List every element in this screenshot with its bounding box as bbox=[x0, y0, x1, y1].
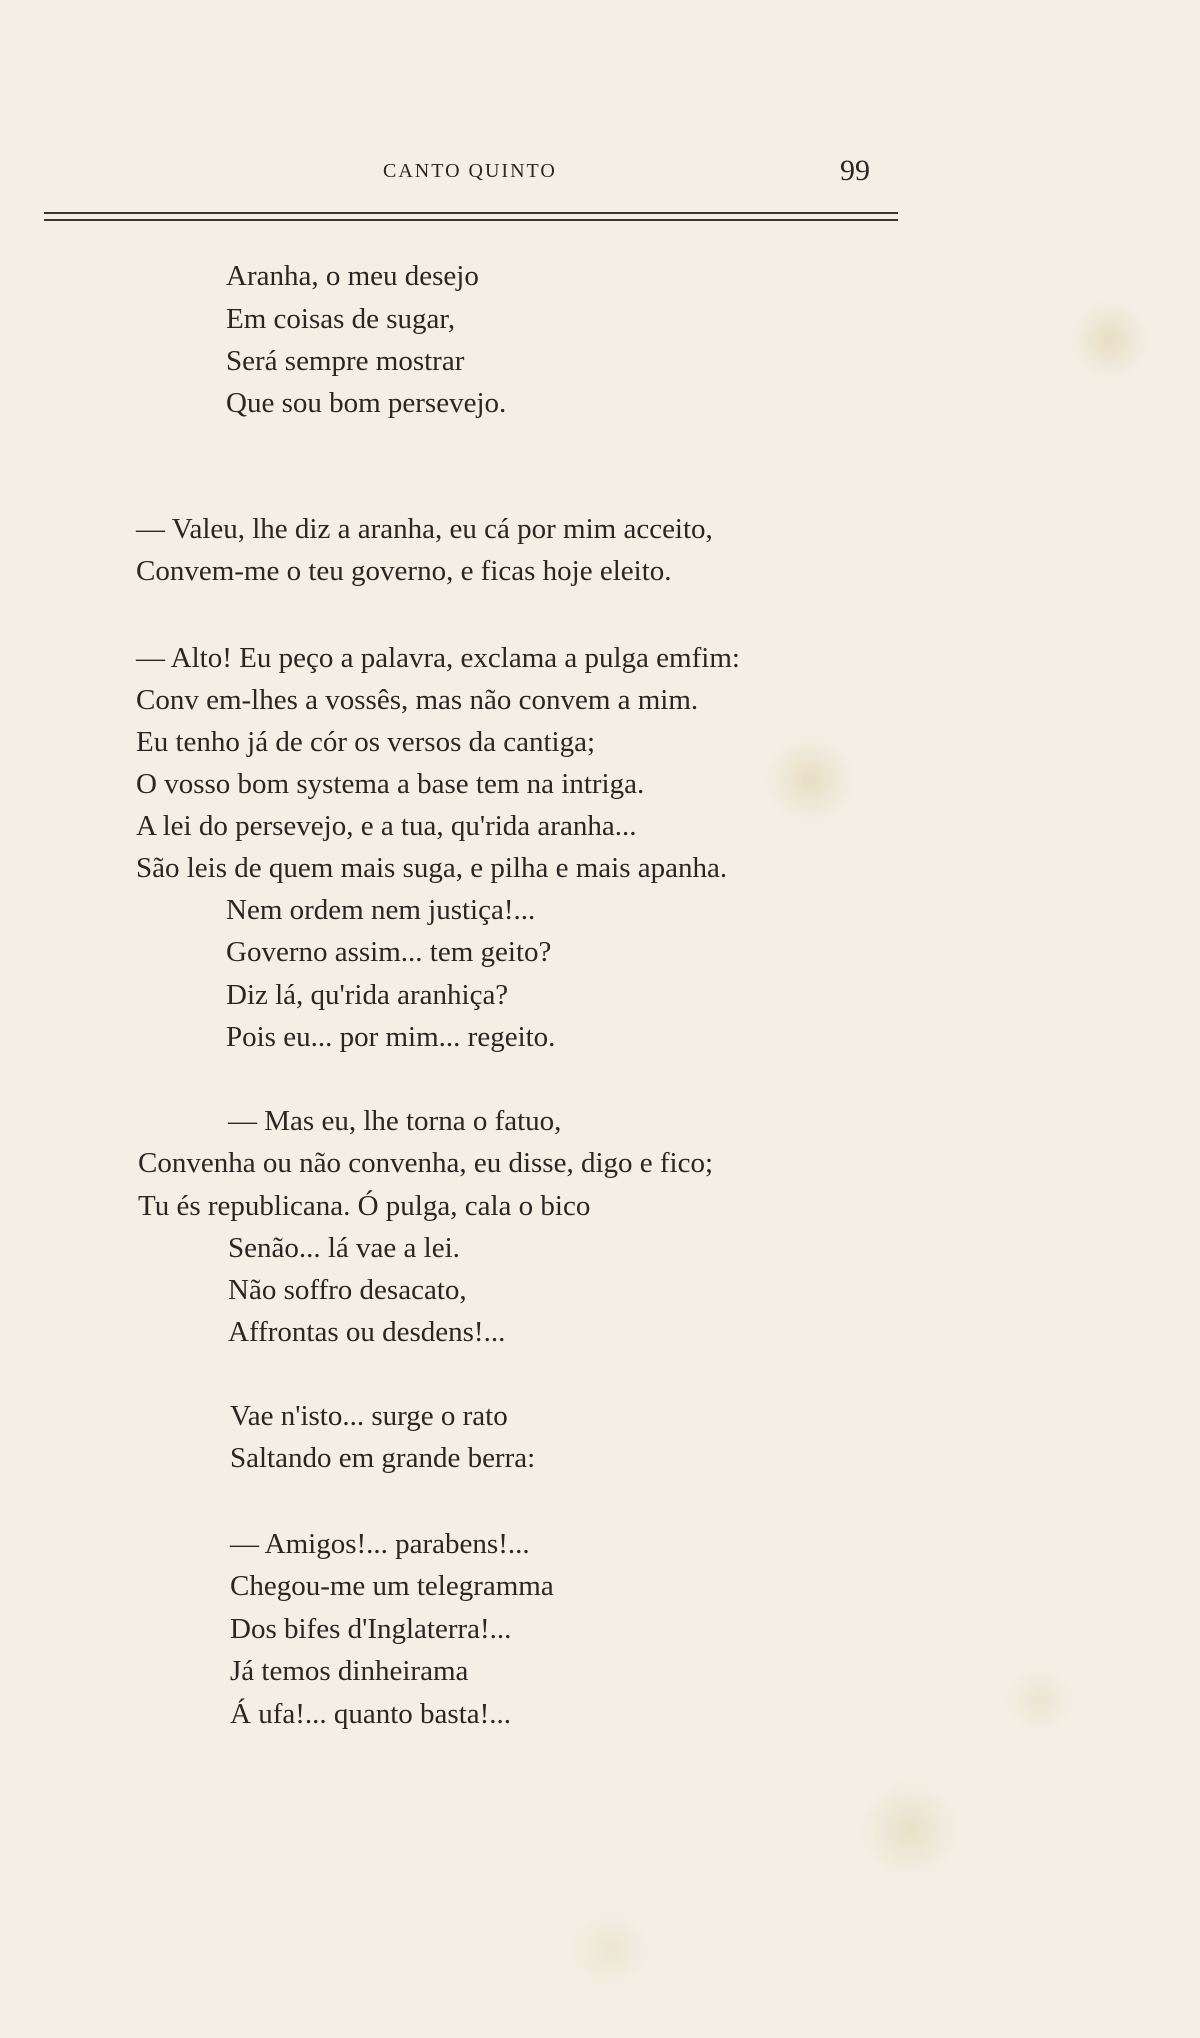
page-number: 99 bbox=[840, 154, 870, 187]
poem-line: Saltando em grande berra: bbox=[230, 1442, 536, 1474]
poem-line: Affrontas ou desdens!... bbox=[228, 1316, 506, 1348]
poem-line: Não soffro desacato, bbox=[228, 1274, 467, 1306]
poem-line: Á ufa!... quanto basta!... bbox=[230, 1698, 512, 1730]
poem-line: A lei do persevejo, e a tua, qu'rida aranha... bbox=[136, 810, 637, 842]
poem-line: Chegou-me um telegramma bbox=[230, 1570, 554, 1602]
header-rule-top bbox=[44, 212, 898, 214]
poem-line: — Alto! Eu peço a palavra, exclama a pulga emfim: bbox=[136, 642, 740, 674]
poem-line: Convenha ou não convenha, eu disse, digo e fico; bbox=[138, 1147, 714, 1179]
poem-line: — Mas eu, lhe torna o fatuo, bbox=[228, 1105, 562, 1137]
poem-line: São leis de quem mais suga, e pilha e mais apanha. bbox=[136, 852, 728, 884]
poem-line: Conv em-lhes a vossês, mas não convem a mim. bbox=[136, 684, 699, 716]
poem-line: Já temos dinheirama bbox=[230, 1655, 469, 1687]
poem-line: Nem ordem nem justiça!... bbox=[226, 894, 536, 926]
poem-line: O vosso bom systema a base tem na intriga. bbox=[136, 768, 645, 800]
poem-line: Tu és republicana. Ó pulga, cala o bico bbox=[138, 1190, 591, 1222]
poem-line: Será sempre mostrar bbox=[226, 345, 465, 377]
poem-line: Em coisas de sugar, bbox=[226, 303, 456, 335]
poem-line: Eu tenho já de cór os versos da cantiga; bbox=[136, 726, 596, 758]
poem-line: Vae n'isto... surge o rato bbox=[230, 1400, 508, 1432]
poem-line: Pois eu... por mim... regeito. bbox=[226, 1021, 556, 1053]
poem-line: Aranha, o meu desejo bbox=[226, 260, 479, 292]
poem-line: — Amigos!... parabens!... bbox=[230, 1528, 530, 1560]
poem-line: — Valeu, lhe diz a aranha, eu cá por mim acceito, bbox=[136, 513, 713, 545]
poem-line: Convem-me o teu governo, e ficas hoje eleito. bbox=[136, 555, 672, 587]
running-title: CANTO QUINTO bbox=[383, 160, 557, 182]
poem-line: Diz lá, qu'rida aranhiça? bbox=[226, 979, 509, 1011]
poem-line: Governo assim... tem geito? bbox=[226, 936, 552, 968]
poem-line: Dos bifes d'Inglaterra!... bbox=[230, 1613, 512, 1645]
poem-line: Que sou bom persevejo. bbox=[226, 387, 507, 419]
header-rule-bottom bbox=[44, 219, 898, 221]
poem-line: Senão... lá vae a lei. bbox=[228, 1232, 460, 1264]
